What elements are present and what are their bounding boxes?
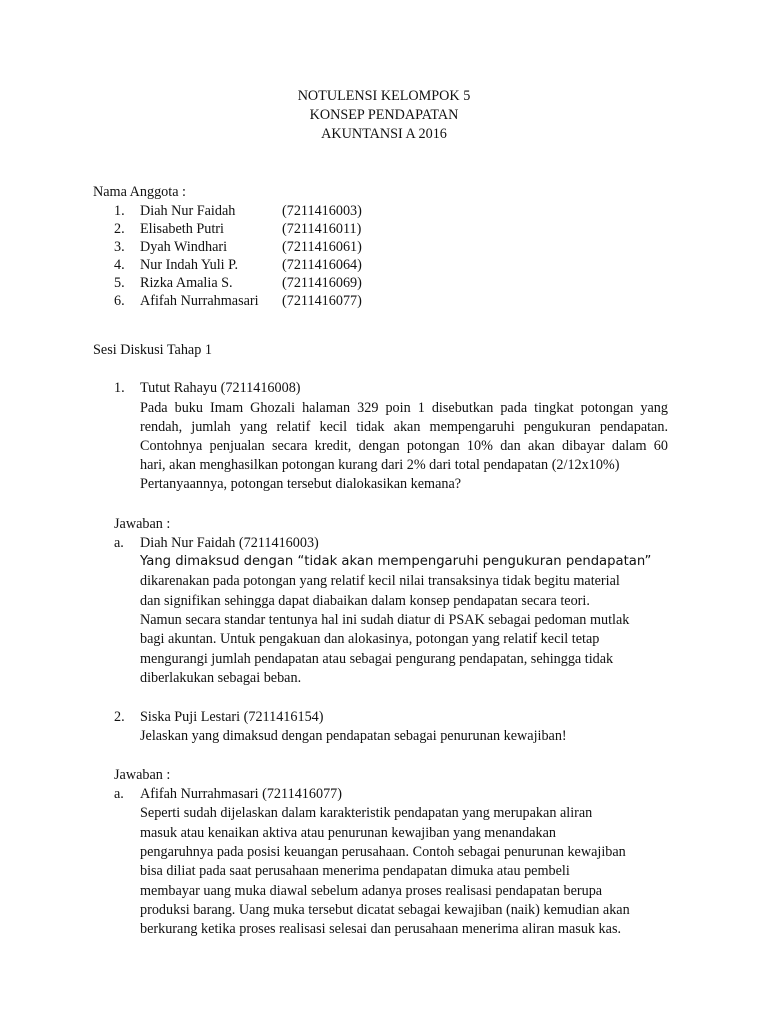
- member-nim: (7211416077): [282, 293, 362, 309]
- question-2-line: Jelaskan yang dimaksud dengan pendapatan sebagai penurunan kewajiban!: [140, 728, 567, 744]
- answer-2-line: berkurang ketika proses realisasi selesai dan perusahaan menerima aliran masuk kas.: [140, 921, 622, 937]
- answer-1-line: diberlakukan sebagai beban.: [140, 670, 302, 686]
- question-1-line: hari, akan menghasilkan potongan kurang dari 2% dari total pendapatan (2/12x10%): [140, 457, 620, 473]
- answer-2-line: produksi barang. Uang muka tersebut dicatat sebagai kewajiban (naik) kemudian akan: [140, 902, 630, 918]
- answer-1-header: a. Diah Nur Faidah (7211416003): [114, 535, 319, 551]
- answer-1-line: dan signifikan sehingga dapat diabaikan dalam konsep pendapatan secara teori.: [140, 593, 590, 609]
- question-1-asker: Tutut Rahayu (7211416008): [140, 380, 301, 396]
- member-name: Dyah Windhari: [140, 239, 228, 255]
- answer-2-line: pengaruhnya pada posisi keuangan perusahaan. Contoh sebagai penurunan kewajiban: [140, 844, 626, 860]
- answer-2-line: membayar uang muka diawal sebelum adanya proses realisasi pendapatan berupa: [140, 883, 603, 899]
- answer-1-line: dikarenakan pada potongan yang relatif kecil nilai transaksinya tidak begitu material: [140, 573, 620, 589]
- session-title: Sesi Diskusi Tahap 1: [93, 342, 212, 358]
- member-nim: (7211416011): [282, 221, 362, 237]
- member-item: 2. Elisabeth Putri (7211416011): [114, 221, 362, 237]
- member-nim: (7211416003): [282, 203, 362, 219]
- member-item: 6. Afifah Nurrahmasari (7211416077): [114, 293, 362, 309]
- doc-class: AKUNTANSI A 2016: [321, 126, 447, 142]
- answer-2-header: a. Afifah Nurrahmasari (7211416077): [114, 786, 342, 802]
- member-item: 5. Rizka Amalia S. (7211416069): [114, 275, 362, 291]
- member-nim: (7211416064): [282, 257, 362, 273]
- answer-2-line: masuk atau kenaikan aktiva atau penurunan kewajiban yang menandakan: [140, 825, 557, 841]
- answer-2-label: Jawaban :: [114, 767, 171, 783]
- answer-2-line: bisa diliat pada saat perusahaan menerima pendapatan dimuka atau pembeli: [140, 863, 570, 879]
- answer-1-line: bagi akuntan. Untuk pengakuan dan alokasinya, potongan yang relatif kecil tetap: [140, 631, 600, 647]
- doc-title: NOTULENSI KELOMPOK 5: [297, 88, 471, 104]
- question-2-header: 2. Siska Puji Lestari (7211416154): [114, 709, 324, 725]
- member-item: 1. Diah Nur Faidah (7211416003): [114, 203, 362, 219]
- question-1-line: Contohnya penjualan secara kredit, dengan potongan 10% dan akan dibayar dalam 60: [140, 438, 668, 454]
- member-name: Diah Nur Faidah: [140, 203, 236, 219]
- member-item: 3. Dyah Windhari (7211416061): [114, 239, 362, 255]
- answer-2-line: Seperti sudah dijelaskan dalam karakteristik pendapatan yang merupakan aliran: [140, 805, 593, 821]
- question-1-line: Pertanyaannya, potongan tersebut dialokasikan kemana?: [140, 476, 462, 492]
- member-name: Elisabeth Putri: [140, 221, 224, 237]
- member-nim: (7211416061): [282, 239, 362, 255]
- answer-1-line: mengurangi jumlah pendapatan atau sebagai pengurang pendapatan, sehingga tidak: [140, 651, 614, 667]
- member-nim: (7211416069): [282, 275, 362, 291]
- answer-1-label: Jawaban :: [114, 516, 171, 532]
- answer-1-answerer: Diah Nur Faidah (7211416003): [140, 535, 319, 551]
- question-2-asker: Siska Puji Lestari (7211416154): [140, 709, 324, 725]
- answer-1-line: Yang dimaksud dengan “tidak akan mempengaruhi pengukuran pendapatan”: [140, 554, 652, 569]
- question-1-line: Pada buku Imam Ghozali halaman 329 poin 1 disebutkan pada tingkat potongan yang: [140, 400, 668, 416]
- member-item: 4. Nur Indah Yuli P. (7211416064): [114, 257, 362, 273]
- members-label: Nama Anggota :: [93, 184, 186, 200]
- member-name: Nur Indah Yuli P.: [140, 257, 238, 273]
- doc-subtitle: KONSEP PENDAPATAN: [309, 107, 459, 123]
- answer-1-line: Namun secara standar tentunya hal ini sudah diatur di PSAK sebagai pedoman mutlak: [140, 612, 630, 628]
- question-1-line: rendah, jumlah yang relatif kecil tidak akan mempengaruhi pengukuran pendapatan.: [140, 419, 668, 435]
- question-1-header: 1. Tutut Rahayu (7211416008): [114, 380, 301, 396]
- answer-2-answerer: Afifah Nurrahmasari (7211416077): [140, 786, 342, 802]
- member-name: Afifah Nurrahmasari: [140, 293, 259, 309]
- member-name: Rizka Amalia S.: [140, 275, 233, 291]
